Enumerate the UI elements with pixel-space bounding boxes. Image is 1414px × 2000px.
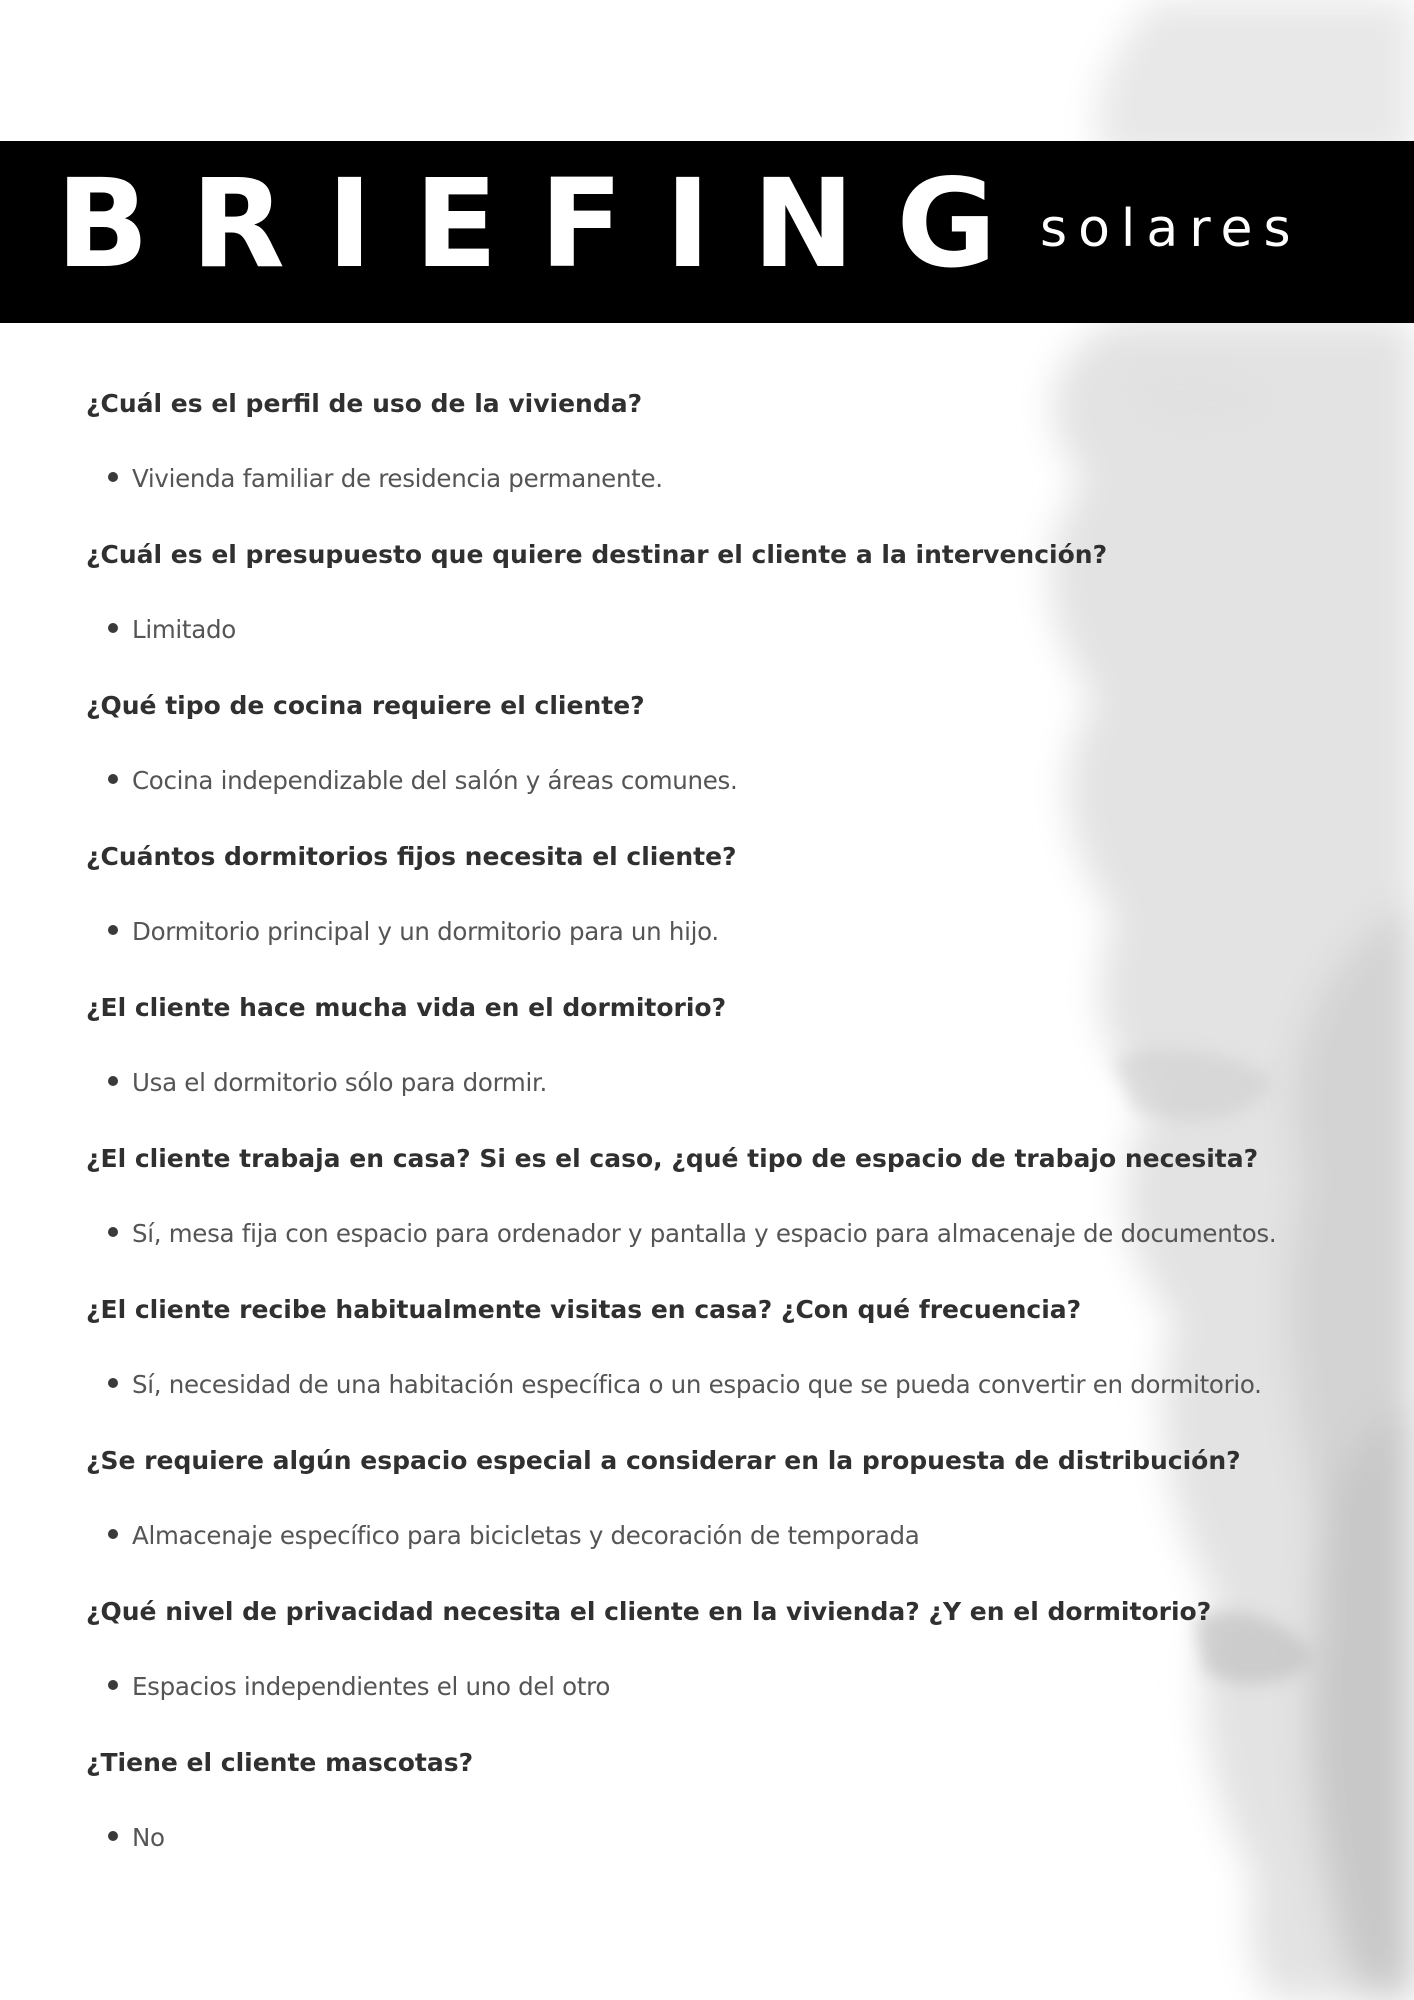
answer — [108, 1817, 165, 1859]
bullet-icon — [108, 1076, 118, 1086]
answer — [108, 1213, 1276, 1255]
question: ¿Cuál es el perfil de uso de la vivienda? — [86, 389, 643, 418]
question: ¿Qué tipo de cocina requiere el cliente? — [86, 691, 645, 720]
answer — [108, 458, 663, 500]
answer-text: Espacios independientes el uno del otro — [132, 1672, 611, 1701]
qa-item — [86, 836, 1386, 987]
qa-item — [86, 1591, 1386, 1742]
qa-item — [86, 383, 1386, 534]
briefing-list — [86, 383, 1386, 1893]
page-title: BRIEFING — [56, 153, 1039, 295]
answer — [108, 911, 719, 953]
bullet-icon — [108, 472, 118, 482]
header-band — [0, 141, 1414, 323]
answer — [108, 609, 236, 651]
question: ¿Qué nivel de privacidad necesita el cliente en la vivienda? ¿Y en el dormitorio? — [86, 1597, 1212, 1626]
answer — [108, 1364, 1262, 1406]
qa-item — [86, 1289, 1386, 1440]
answer — [108, 1515, 920, 1557]
answer-text: No — [132, 1823, 165, 1852]
qa-item — [86, 534, 1386, 685]
question: ¿Cuántos dormitorios fijos necesita el cliente? — [86, 842, 737, 871]
bullet-icon — [108, 1529, 118, 1539]
answer — [108, 1062, 547, 1104]
qa-item — [86, 1742, 1386, 1893]
bullet-icon — [108, 623, 118, 633]
page-subtitle: solares — [1040, 199, 1302, 259]
question: ¿El cliente hace mucha vida en el dormitorio? — [86, 993, 727, 1022]
qa-item — [86, 1138, 1386, 1289]
bullet-icon — [108, 774, 118, 784]
question: ¿El cliente recibe habitualmente visitas en casa? ¿Con qué frecuencia? — [86, 1295, 1082, 1324]
answer-text: Sí, necesidad de una habitación específica o un espacio que se pueda convertir en dormitorio. — [132, 1370, 1262, 1399]
answer-text: Limitado — [132, 615, 236, 644]
answer-text: Usa el dormitorio sólo para dormir. — [132, 1068, 548, 1097]
answer-text: Vivienda familiar de residencia permanente. — [132, 464, 663, 493]
question: ¿Cuál es el presupuesto que quiere destinar el cliente a la intervención? — [86, 540, 1108, 569]
answer-text: Sí, mesa fija con espacio para ordenador y pantalla y espacio para almacenaje de documentos. — [132, 1219, 1277, 1248]
question: ¿Tiene el cliente mascotas? — [86, 1748, 474, 1777]
answer-text: Almacenaje específico para bicicletas y decoración de temporada — [132, 1521, 920, 1550]
bullet-icon — [108, 925, 118, 935]
bullet-icon — [108, 1680, 118, 1690]
bullet-icon — [108, 1227, 118, 1237]
qa-item — [86, 685, 1386, 836]
bullet-icon — [108, 1378, 118, 1388]
qa-item — [86, 1440, 1386, 1591]
question: ¿El cliente trabaja en casa? Si es el caso, ¿qué tipo de espacio de trabajo necesita? — [86, 1144, 1259, 1173]
qa-item — [86, 987, 1386, 1138]
answer — [108, 1666, 610, 1708]
bullet-icon — [108, 1831, 118, 1841]
answer-text: Dormitorio principal y un dormitorio para un hijo. — [132, 917, 719, 946]
answer — [108, 760, 737, 802]
answer-text: Cocina independizable del salón y áreas comunes. — [132, 766, 738, 795]
question: ¿Se requiere algún espacio especial a considerar en la propuesta de distribución? — [86, 1446, 1241, 1475]
